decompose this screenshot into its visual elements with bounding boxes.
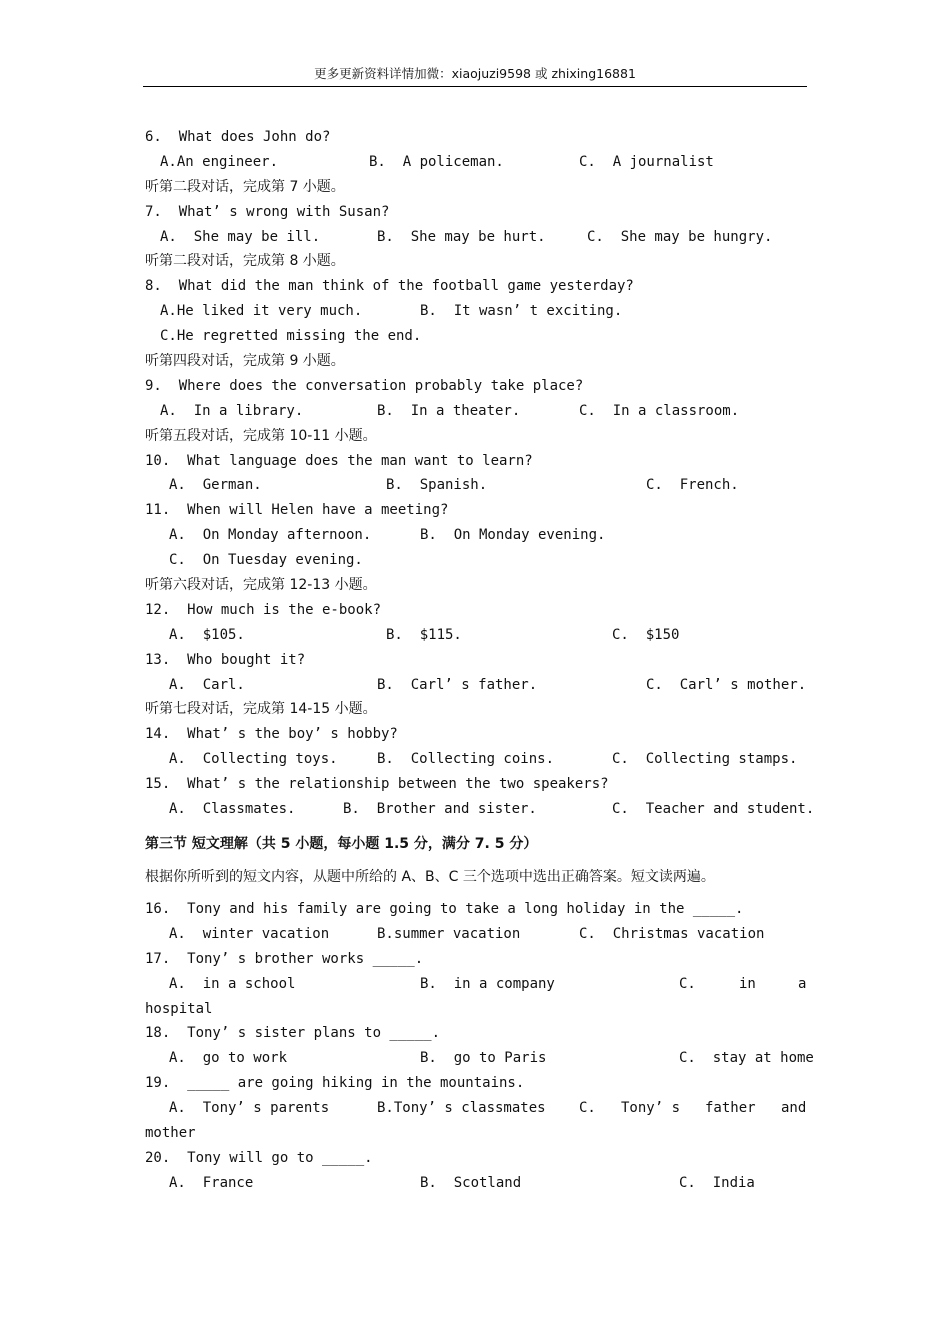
options-row bbox=[145, 548, 807, 573]
option-a: A. Tony’ s parents bbox=[169, 1100, 330, 1117]
option-b: B. Carl’ s father. bbox=[377, 676, 538, 693]
question-9: 9. Where does the conversation probably take place? bbox=[145, 377, 584, 394]
question-14: 14. What’ s the boy’ s hobby? bbox=[145, 726, 398, 743]
options-row bbox=[145, 225, 807, 250]
section-instruction: 听第五段对话，完成第 10-11 小题。 bbox=[145, 427, 377, 444]
exam-content bbox=[145, 125, 815, 1196]
section-3-description: 根据你所听到的短文内容，从题中所给的 A、B、C 三个选项中选出正确答案。短文读两遍。 bbox=[145, 868, 715, 885]
option-c-word: Tony’ s bbox=[621, 1100, 681, 1117]
question-16: 16. Tony and his family are going to take a long holiday in the _____. bbox=[145, 900, 744, 917]
option-b: B.summer vacation bbox=[377, 925, 521, 942]
question-17: 17. Tony’ s brother works _____. bbox=[145, 950, 424, 967]
option-c-word: and bbox=[781, 1100, 807, 1117]
page-header: 更多更新资料详情加微：xiaojuzi9598 或 zhixing16881 bbox=[143, 64, 807, 87]
option-a: A. France bbox=[169, 1174, 254, 1191]
option-b: B. A policeman. bbox=[369, 153, 504, 170]
option-b: B. It wasn’ t exciting. bbox=[420, 303, 623, 320]
question-18: 18. Tony’ s sister plans to _____. bbox=[145, 1025, 441, 1042]
option-c: C.He regretted missing the end. bbox=[160, 328, 422, 345]
option-c: C. Teacher and student. bbox=[612, 801, 815, 818]
option-b: B. In a theater. bbox=[377, 402, 521, 419]
option-a: A. German. bbox=[169, 477, 262, 494]
option-c: C. In a classroom. bbox=[579, 402, 740, 419]
option-c: C. Collecting stamps. bbox=[612, 751, 798, 768]
option-c-word: father bbox=[705, 1100, 756, 1117]
section-3-heading: 第三节 短文理解（共 5 小题，每小题 1.5 分，满分 7. 5 分） bbox=[145, 835, 538, 852]
option-a: A. $105. bbox=[169, 626, 245, 643]
options-row bbox=[145, 299, 807, 324]
option-c: C. Carl’ s mother. bbox=[646, 676, 807, 693]
option-b: B. She may be hurt. bbox=[377, 228, 546, 245]
option-c: C. Christmas vacation bbox=[579, 925, 765, 942]
option-c: C. stay at home bbox=[679, 1050, 814, 1067]
option-a: A. She may be ill. bbox=[160, 228, 321, 245]
options-row bbox=[145, 473, 807, 498]
question-6: 6. What does John do? bbox=[145, 129, 331, 145]
question-13: 13. Who bought it? bbox=[145, 651, 306, 668]
option-b: B. $115. bbox=[386, 626, 462, 643]
options-row bbox=[145, 1046, 814, 1071]
option-a: A. in a school bbox=[169, 975, 296, 992]
option-b: B. On Monday evening. bbox=[420, 527, 606, 544]
option-b: B. go to Paris bbox=[420, 1050, 547, 1067]
option-c-letter: C. bbox=[679, 975, 696, 992]
section-instruction: 听第四段对话，完成第 9 小题。 bbox=[145, 353, 345, 370]
options-row bbox=[145, 673, 807, 698]
option-b: B. Collecting coins. bbox=[377, 751, 555, 768]
option-a: A.An engineer. bbox=[160, 153, 279, 170]
option-continuation: mother bbox=[145, 1124, 196, 1141]
section-instruction: 听第六段对话，完成第 12-13 小题。 bbox=[145, 577, 377, 594]
option-a: A. Carl. bbox=[169, 676, 245, 693]
option-a: A. Classmates. bbox=[169, 801, 296, 818]
options-row bbox=[145, 324, 807, 349]
options-row bbox=[145, 747, 807, 772]
option-continuation: hospital bbox=[145, 1000, 213, 1017]
option-c-word: in bbox=[739, 975, 756, 992]
option-c: C. On Tuesday evening. bbox=[169, 552, 363, 569]
options-row bbox=[145, 972, 807, 997]
question-20: 20. Tony will go to _____. bbox=[145, 1149, 373, 1166]
options-row bbox=[145, 1171, 807, 1196]
options-row bbox=[145, 922, 807, 947]
option-a: A. winter vacation bbox=[169, 925, 330, 942]
section-instruction: 听第七段对话，完成第 14-15 小题。 bbox=[145, 701, 377, 718]
options-row bbox=[145, 1096, 807, 1121]
option-c: C. India bbox=[679, 1174, 755, 1191]
option-c: C. $150 bbox=[612, 626, 680, 643]
option-a: A. On Monday afternoon. bbox=[169, 527, 372, 544]
question-8: 8. What did the man think of the football game yesterday? bbox=[145, 278, 634, 295]
option-a: A.He liked it very much. bbox=[160, 303, 363, 320]
option-b: B.Tony’ s classmates bbox=[377, 1100, 546, 1117]
option-c: C. A journalist bbox=[579, 153, 714, 170]
question-7: 7. What’ s wrong with Susan? bbox=[145, 203, 390, 220]
option-c-letter: C. bbox=[579, 1100, 596, 1117]
question-15: 15. What’ s the relationship between the two speakers? bbox=[145, 776, 609, 793]
option-a: A. In a library. bbox=[160, 402, 304, 419]
options-row bbox=[145, 623, 807, 648]
option-c: C. She may be hungry. bbox=[587, 228, 773, 245]
options-row bbox=[145, 150, 807, 175]
option-c: C. French. bbox=[646, 477, 739, 494]
option-c-word: a bbox=[798, 975, 807, 992]
option-b: B. Brother and sister. bbox=[343, 801, 537, 818]
question-12: 12. How much is the e-book? bbox=[145, 601, 382, 618]
section-instruction: 听第二段对话，完成第 7 小题。 bbox=[145, 178, 345, 195]
options-row bbox=[145, 399, 807, 424]
option-b: B. Scotland bbox=[420, 1174, 522, 1191]
options-row bbox=[145, 797, 815, 822]
option-b: B. Spanish. bbox=[386, 477, 488, 494]
section-instruction: 听第二段对话，完成第 8 小题。 bbox=[145, 253, 345, 270]
option-a: A. go to work bbox=[169, 1050, 288, 1067]
question-19: 19. _____ are going hiking in the mountains. bbox=[145, 1075, 525, 1092]
question-11: 11. When will Helen have a meeting? bbox=[145, 502, 449, 519]
options-row bbox=[145, 523, 807, 548]
option-b: B. in a company bbox=[420, 975, 555, 992]
option-a: A. Collecting toys. bbox=[169, 751, 338, 768]
question-10: 10. What language does the man want to learn? bbox=[145, 452, 533, 469]
